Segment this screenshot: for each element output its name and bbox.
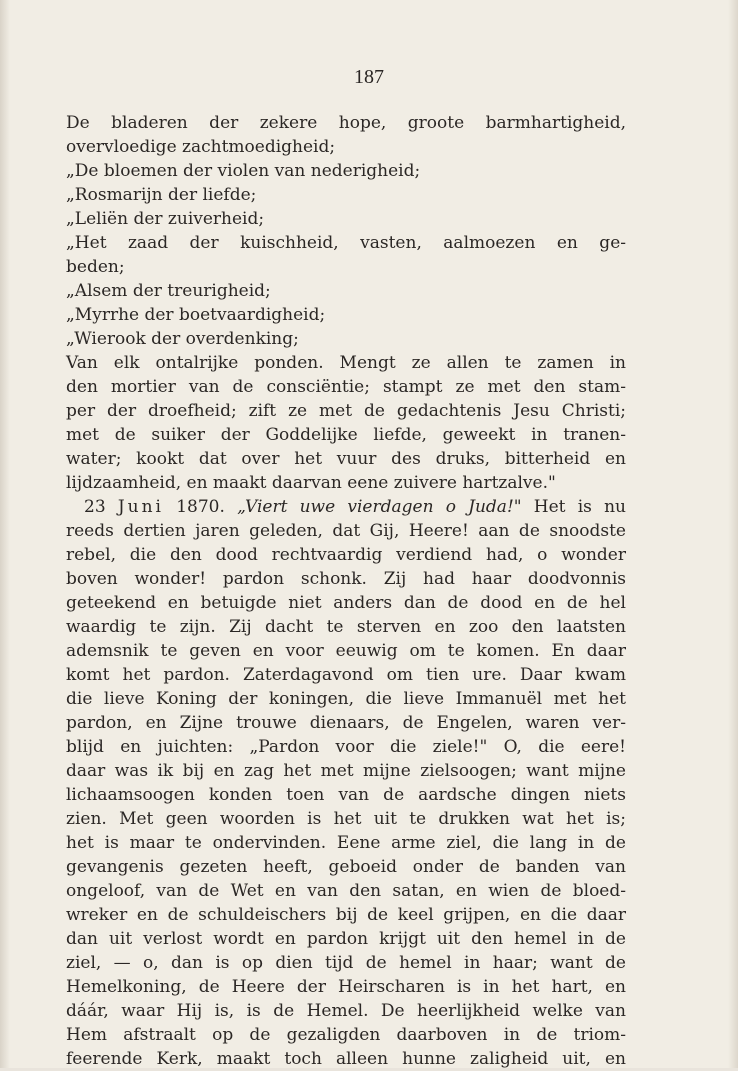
text-line: feerende Kerk, maakt toch alleen hunne zaligheid uit, en — [66, 1049, 626, 1069]
page-edge-right — [728, 0, 738, 1068]
text-line: „Leliën der zuiverheid; — [66, 209, 265, 229]
text-line: den mortier van de consciëntie; stampt ze met den stam- — [66, 377, 626, 397]
page-edge-left — [0, 0, 10, 1068]
text-line: boven wonder! pardon schonk. Zij had haar doodvonnis — [66, 569, 626, 589]
text-line: dáár, waar Hij is, is de Hemel. De heerlijkheid welke van — [66, 1001, 626, 1021]
text-line: per der droefheid; zift ze met de gedachtenis Jesu Christi; — [66, 401, 626, 421]
text-line: lijdzaamheid, en maakt daarvan eene zuivere hartzalve." — [66, 473, 556, 493]
text-line: met de suiker der Goddelijke liefde, geweekt in tranen- — [66, 425, 626, 445]
text-line: rebel, die den dood rechtvaardig verdiend had, o wonder — [66, 545, 626, 565]
text-line: overvloedige zachtmoedigheid; — [66, 137, 336, 157]
text-line: komt het pardon. Zaterdagavond om tien ure. Daar kwam — [66, 665, 626, 685]
text-line: „Het zaad der kuischheid, vasten, aalmoezen en ge- — [66, 233, 626, 253]
text-line: ziel, — o, dan is op dien tijd de hemel in haar; want de — [66, 953, 626, 973]
text-line-segment: 23 — [84, 497, 118, 517]
text-line: wreker en de schuldeischers bij de keel grijpen, en die daar — [66, 905, 626, 925]
text-line: water; kookt dat over het vuur des druks, bitterheid en — [66, 449, 626, 469]
text-line: Hem afstraalt op de gezaligden daarboven in de triom- — [66, 1025, 626, 1045]
text-line: dan uit verlost wordt en pardon krijgt uit den hemel in de — [66, 929, 626, 949]
text-line: geteekend en betuigde niet anders dan de dood en de hel — [66, 593, 626, 613]
text-line-segment: „Viert uwe vierdagen o Juda!" — [237, 497, 522, 517]
text-line: lichaamsoogen konden toen van de aardsche dingen niets — [66, 785, 626, 805]
text-line: ongeloof, van de Wet en van den satan, en wien de bloed- — [66, 881, 626, 901]
text-line: blijd en juichten: „Pardon voor die ziele!" O, die eere! — [66, 737, 626, 757]
text-line: reeds dertien jaren geleden, dat Gij, Heere! aan de snoodste — [66, 521, 626, 541]
text-line-segment: Het is nu — [521, 497, 626, 517]
text-line: gevangenis gezeten heeft, geboeid onder de banden van — [66, 857, 626, 877]
text-line: „Myrrhe der boetvaardigheid; — [66, 305, 326, 325]
text-line — [66, 495, 626, 519]
text-line: het is maar te ondervinden. Eene arme ziel, die lang in de — [66, 833, 626, 853]
page-number: 187 — [354, 66, 384, 88]
text-line-segment: Juni — [117, 497, 164, 517]
body-text — [66, 111, 626, 1071]
text-line: „Wierook der overdenking; — [66, 329, 299, 349]
text-line: ademsnik te geven en voor eeuwig om te komen. En daar — [66, 641, 626, 661]
text-line: „Rosmarijn der liefde; — [66, 185, 257, 205]
text-line-segment: 1870. — [164, 497, 238, 517]
text-line: Van elk ontalrijke ponden. Mengt ze allen te zamen in — [66, 353, 626, 373]
text-line: pardon, en Zijne trouwe dienaars, de Engelen, waren ver- — [66, 713, 626, 733]
text-line: „De bloemen der violen van nederigheid; — [66, 161, 421, 181]
text-line: daar was ik bij en zag het met mijne zielsoogen; want mijne — [66, 761, 626, 781]
text-line: waardig te zijn. Zij dacht te sterven en zoo den laatsten — [66, 617, 626, 637]
text-line: zien. Met geen woorden is het uit te drukken wat het is; — [66, 809, 626, 829]
text-line: „Alsem der treurigheid; — [66, 281, 271, 301]
text-line: De bladeren der zekere hope, groote barmhartigheid, — [66, 113, 626, 133]
text-line: Hemelkoning, de Heere der Heirscharen is in het hart, en — [66, 977, 626, 997]
text-line: beden; — [66, 257, 125, 277]
text-line: die lieve Koning der koningen, die lieve Immanuël met het — [66, 689, 626, 709]
